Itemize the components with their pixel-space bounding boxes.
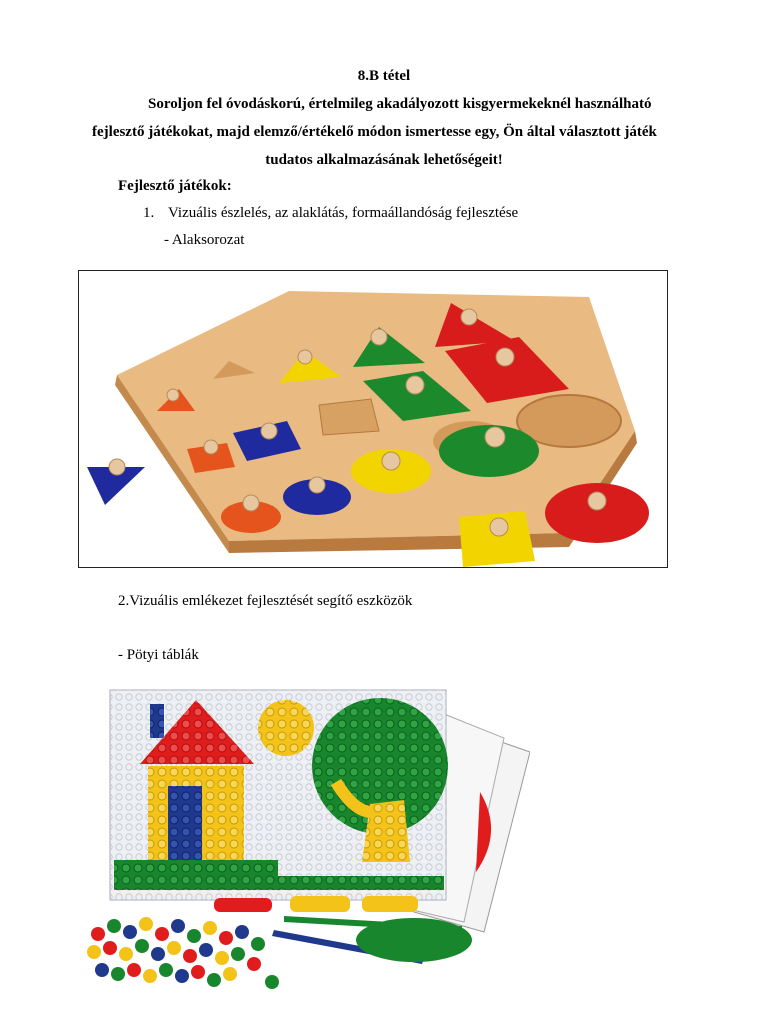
chimney xyxy=(150,704,164,738)
red-peg-strip xyxy=(214,898,272,912)
list-item-2-text: 2.Vizuális emlékezet fejlesztését segítő eszközök xyxy=(118,593,413,609)
peg-board-photo xyxy=(84,682,530,1000)
list-item-1-subitem: - Alaksorozat xyxy=(164,232,245,248)
list-item-2-subitem: - Pötyi táblák xyxy=(118,647,199,663)
task-line-2: fejlesztő játékokat, majd elemző/értékelő módon ismertesse egy, Ön által választott játék xyxy=(92,124,657,140)
green-disc xyxy=(356,918,472,962)
grass-ground xyxy=(114,860,278,890)
task-line-3: tudatos alkalmazásának lehetőségeit! xyxy=(265,152,503,168)
document-heading: 8.B tétel xyxy=(357,68,411,84)
yellow-peg-strip xyxy=(290,896,350,912)
sun xyxy=(258,700,314,756)
task-line-1: Soroljon fel óvodáskorú, értelmileg akadályozott kisgyermekeknél használható xyxy=(148,96,652,112)
empty-square-slot xyxy=(319,399,379,435)
grass-ground-right xyxy=(278,876,444,890)
loose-pegs xyxy=(87,917,279,989)
house-door xyxy=(168,786,202,860)
section-title: Fejlesztő játékok: xyxy=(118,178,232,194)
list-item-1-text: Vizuális észlelés, az alaklátás, formaállandóság fejlesztése xyxy=(168,205,519,221)
yellow-peg-strip-2 xyxy=(362,896,418,912)
list-item-1-number: 1. xyxy=(143,205,155,221)
shape-board-photo xyxy=(78,270,668,568)
